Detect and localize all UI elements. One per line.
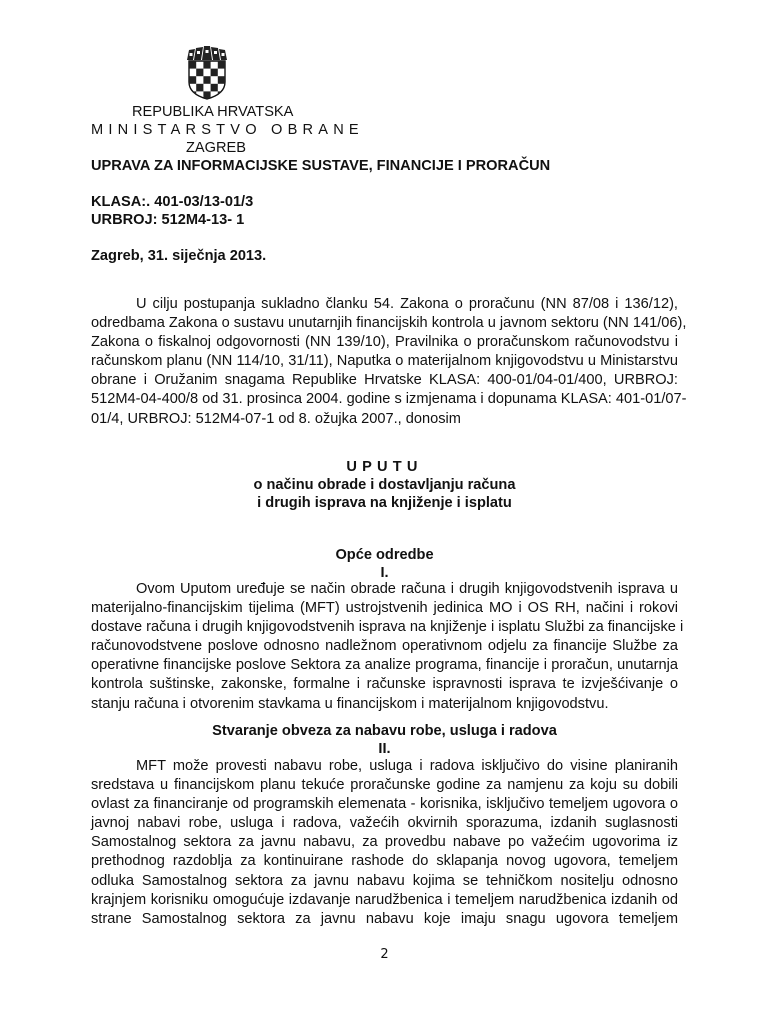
intro-paragraph	[91, 295, 687, 429]
document-date: Zagreb, 31. siječnja 2013.	[91, 248, 267, 264]
section-1-numeral: I.	[380, 565, 389, 581]
paragraph-line: stanju računa i otvorenim stavkama u financijskom i materijalnom knjigovodstvu.	[91, 695, 609, 712]
paragraph-line: Ovom Uputom uređuje se način obrade računa i drugih knjigovodstvenih isprava u	[136, 581, 678, 597]
document-subtitle-1: o načinu obrade i dostavljanju računa	[253, 477, 516, 493]
paragraph-line: MFT može provesti nabavu robe, usluga i radova isključivo do visine planiranih	[136, 758, 678, 774]
paragraph-line: 01/4, URBROJ: 512M4-07-1 od 8. ožujka 2007., donosim	[91, 410, 461, 427]
city-name: ZAGREB	[186, 140, 247, 156]
klasa-ref: KLASA:. 401-03/13-01/3	[91, 194, 254, 210]
paragraph-line: U cilju postupanja sukladno članku 54. Zakona o proračunu (NN 87/08 i 136/12),	[136, 296, 678, 312]
paragraph-line: dostave računa i drugih knjigovodstvenih isprava na knjiženje i isplatu Službi za financijske i	[91, 619, 684, 636]
section-2-heading: Stvaranje obveza za nabavu robe, usluga i radova	[212, 723, 557, 739]
section-1-paragraph	[91, 580, 684, 714]
paragraph-line: računskom planu (NN 114/10, 31/11), Naputka o materijalnom knjigovodstvu u Ministarstvu	[91, 353, 678, 370]
document-title: UPUTU	[346, 459, 423, 475]
paragraph-line: prethodnog razdoblja za kontinuirane rashode do sklapanja novog ugovora, temeljem	[91, 853, 678, 870]
urbroj-ref: URBROJ: 512M4-13- 1	[91, 212, 245, 228]
section-1-heading: Opće odredbe	[335, 547, 434, 563]
republic-name: REPUBLIKA HRVATSKA	[132, 104, 294, 120]
paragraph-line: 512M4-04-400/8 od 31. prosinca 2004. godine s izmjenama i dopunama KLASA: 401-01/07-	[91, 391, 687, 408]
paragraph-line: kontrola suštinske, zakonske, formalne i računske ispravnosti isprava te izvješćivanje o	[91, 676, 678, 693]
paragraph-line: ovlast za financiranje od programskih elemenata - korisnika, isključivo temeljem ugovora o	[91, 796, 678, 813]
section-2-paragraph	[91, 757, 678, 929]
paragraph-line: obrane i Oružanim snagama Republike Hrvatske KLASA: 400-01/04-01/400, URBROJ:	[91, 372, 678, 389]
paragraph-line: odluka Samostalnog sektora za javnu nabavu kojima se tehničkom nositelju odnosno	[91, 872, 678, 889]
document-subtitle-2: i drugih isprava na knjiženje i isplatu	[257, 495, 512, 511]
section-2-numeral: II.	[378, 741, 391, 757]
paragraph-line: strane Samostalnog sektora za javnu nabavu koje imaju snagu ugovora temeljem	[91, 910, 678, 927]
paragraph-line: operativne financijske poslove Sektora za analize programa, financije i proračun, unutarnja	[91, 657, 678, 674]
croatian-coat-of-arms-icon	[183, 44, 231, 100]
paragraph-line: računovodstvene poslove odnosno nadležnom operativnom odjelu za financije Službe za	[91, 638, 678, 655]
paragraph-line: Samostalnog sektora za javnu nabavu, za provedbu nabave po važećim ugovorima iz	[91, 834, 678, 851]
paragraph-line: odredbama Zakona o sustavu unutarnjih financijskih kontrola u javnom sektoru (NN 141/06),	[91, 315, 687, 332]
directorate-name: UPRAVA ZA INFORMACIJSKE SUSTAVE, FINANCIJE I PRORAČUN	[91, 158, 551, 174]
paragraph-line: Zakona o fiskalnoj odgovornosti (NN 139/10), Pravilnika o proračunskom računovodstvu i	[91, 334, 678, 351]
page-number: 2	[380, 947, 389, 962]
ministry-name: MINISTARSTVO OBRANE	[91, 122, 364, 138]
paragraph-line: sredstava u financijskom planu tekuće proračunske godine za namjenu za koju su dobili	[91, 777, 678, 794]
paragraph-line: krajnjem korisniku omogućuje izdavanje narudžbenica i temeljem narudžbenica izdanih od	[91, 891, 678, 908]
paragraph-line: javnoj nabavi robe, usluga i radova, važećih okvirnih sporazuma, izdanih suglasnosti	[91, 815, 678, 832]
paragraph-line: materijalno-financijskim tijelima (MFT) ustrojstvenih jedinica MO i OS RH, načini i rokovi	[91, 600, 678, 617]
